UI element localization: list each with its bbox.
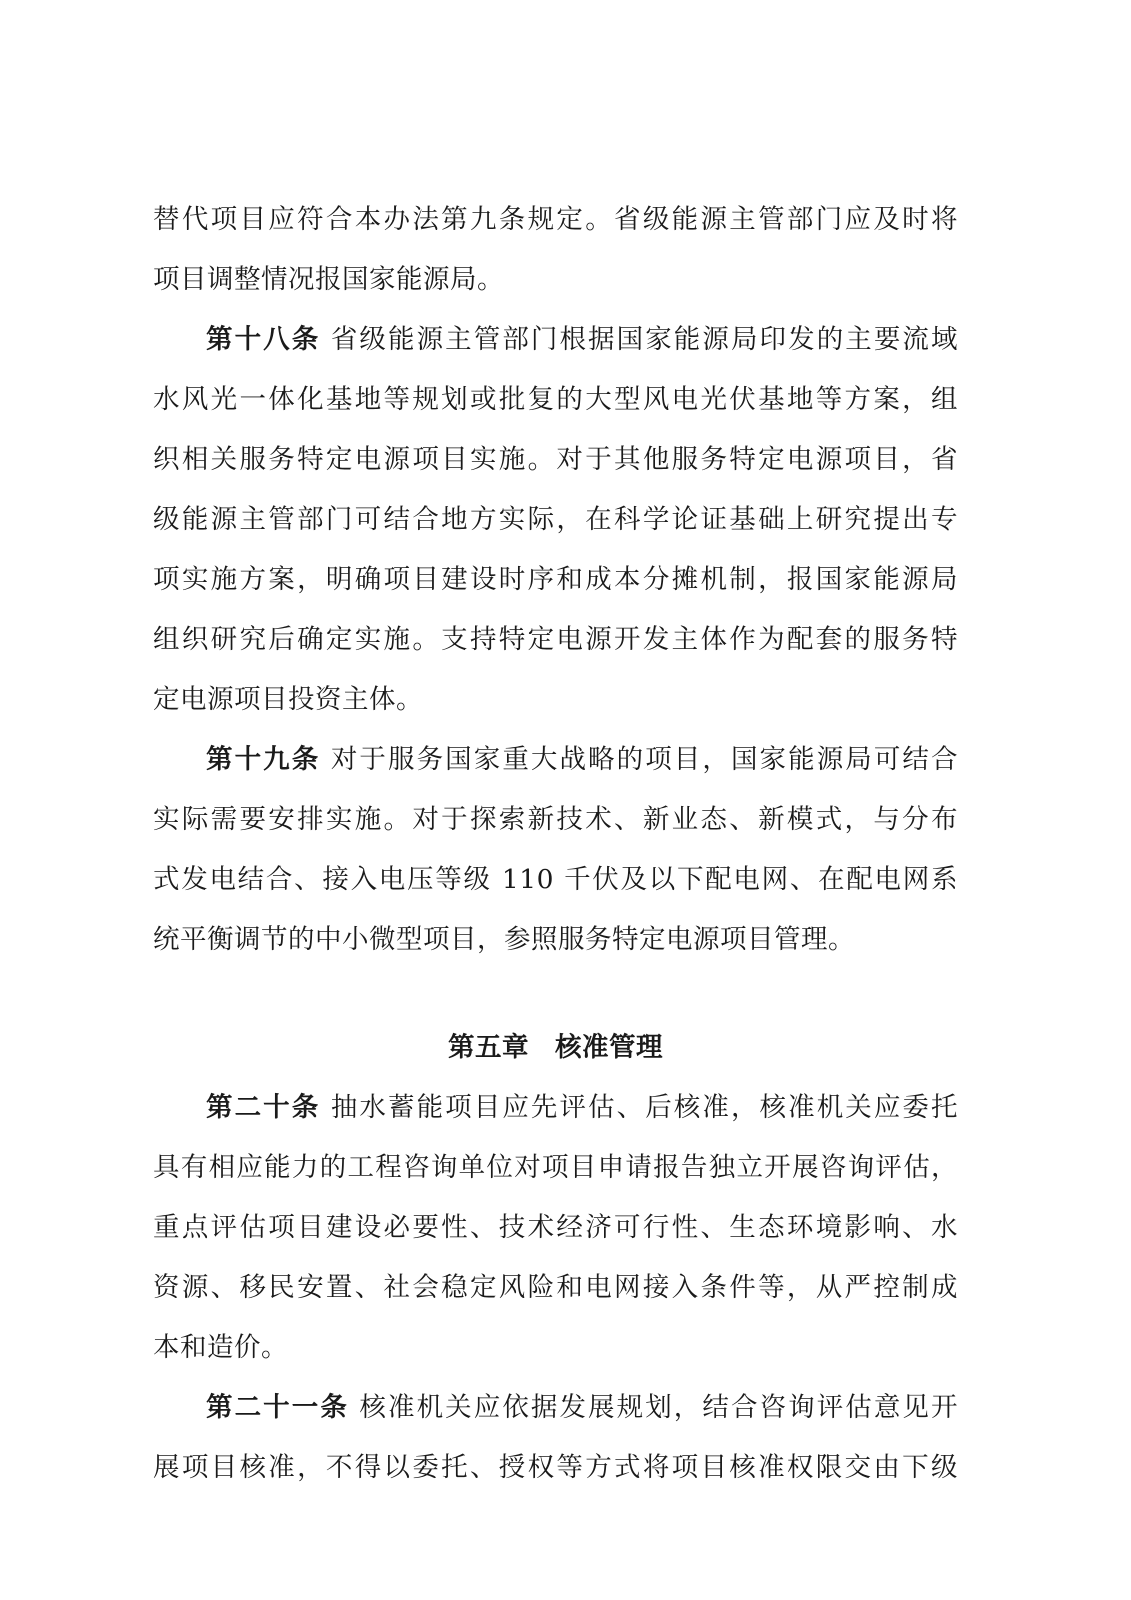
paragraph-line: 抽水蓄能项目应先评估、后核准，核准机关应委托 — [330, 1092, 959, 1123]
paragraph-line: 式发电结合、接入电压等级 110 千伏及以下配电网、在配电网系 — [153, 864, 958, 895]
paragraph-line: 项实施方案，明确项目建设时序和成本分摊机制，报国家能源局 — [153, 564, 958, 595]
article-20-first-line — [153, 1078, 958, 1138]
chapter-heading — [153, 1018, 958, 1078]
paragraph-line: 对于服务国家重大战略的项目，国家能源局可结合 — [330, 744, 959, 775]
chapter-title: 核准管理 — [555, 1032, 663, 1063]
article-18-first-line — [153, 310, 958, 370]
paragraph-line: 水风光一体化基地等规划或批复的大型风电光伏基地等方案，组 — [153, 384, 958, 415]
paragraph-line: 项目调整情况报国家能源局。 — [153, 264, 504, 295]
chapter-number: 第五章 — [448, 1032, 529, 1063]
article-18-heading: 第十八条 — [206, 324, 321, 355]
paragraph-line: 重点评估项目建设必要性、技术经济可行性、生态环境影响、水 — [153, 1212, 958, 1243]
paragraph-line: 织相关服务特定电源项目实施。对于其他服务特定电源项目，省 — [153, 444, 958, 475]
article-19-heading: 第十九条 — [206, 744, 321, 775]
paragraph-line: 替代项目应符合本办法第九条规定。省级能源主管部门应及时将 — [153, 204, 958, 235]
paragraph-line: 展项目核准，不得以委托、授权等方式将项目核准权限交由下级 — [153, 1452, 958, 1483]
article-20-heading: 第二十条 — [206, 1092, 321, 1123]
paragraph-line: 本和造价。 — [153, 1332, 288, 1363]
section-gap — [153, 970, 958, 1018]
article-21-heading: 第二十一条 — [206, 1392, 349, 1423]
paragraph-line: 核准机关应依据发展规划，结合咨询评估意见开 — [359, 1392, 959, 1423]
article-21-first-line — [153, 1378, 958, 1438]
paragraph-line: 定电源项目投资主体。 — [153, 684, 423, 715]
document-page — [153, 190, 958, 1498]
article-19-first-line — [153, 730, 958, 790]
paragraph-line: 具有相应能力的工程咨询单位对项目申请报告独立开展咨询评估， — [153, 1152, 958, 1183]
paragraph-line: 级能源主管部门可结合地方实际，在科学论证基础上研究提出专 — [153, 504, 958, 535]
paragraph-line: 实际需要安排实施。对于探索新技术、新业态、新模式，与分布 — [153, 804, 958, 835]
paragraph-line: 组织研究后确定实施。支持特定电源开发主体作为配套的服务特 — [153, 624, 958, 655]
paragraph-line: 资源、移民安置、社会稳定风险和电网接入条件等，从严控制成 — [153, 1272, 958, 1303]
paragraph-line: 统平衡调节的中小微型项目，参照服务特定电源项目管理。 — [153, 924, 855, 955]
paragraph-line: 省级能源主管部门根据国家能源局印发的主要流域 — [330, 324, 959, 355]
